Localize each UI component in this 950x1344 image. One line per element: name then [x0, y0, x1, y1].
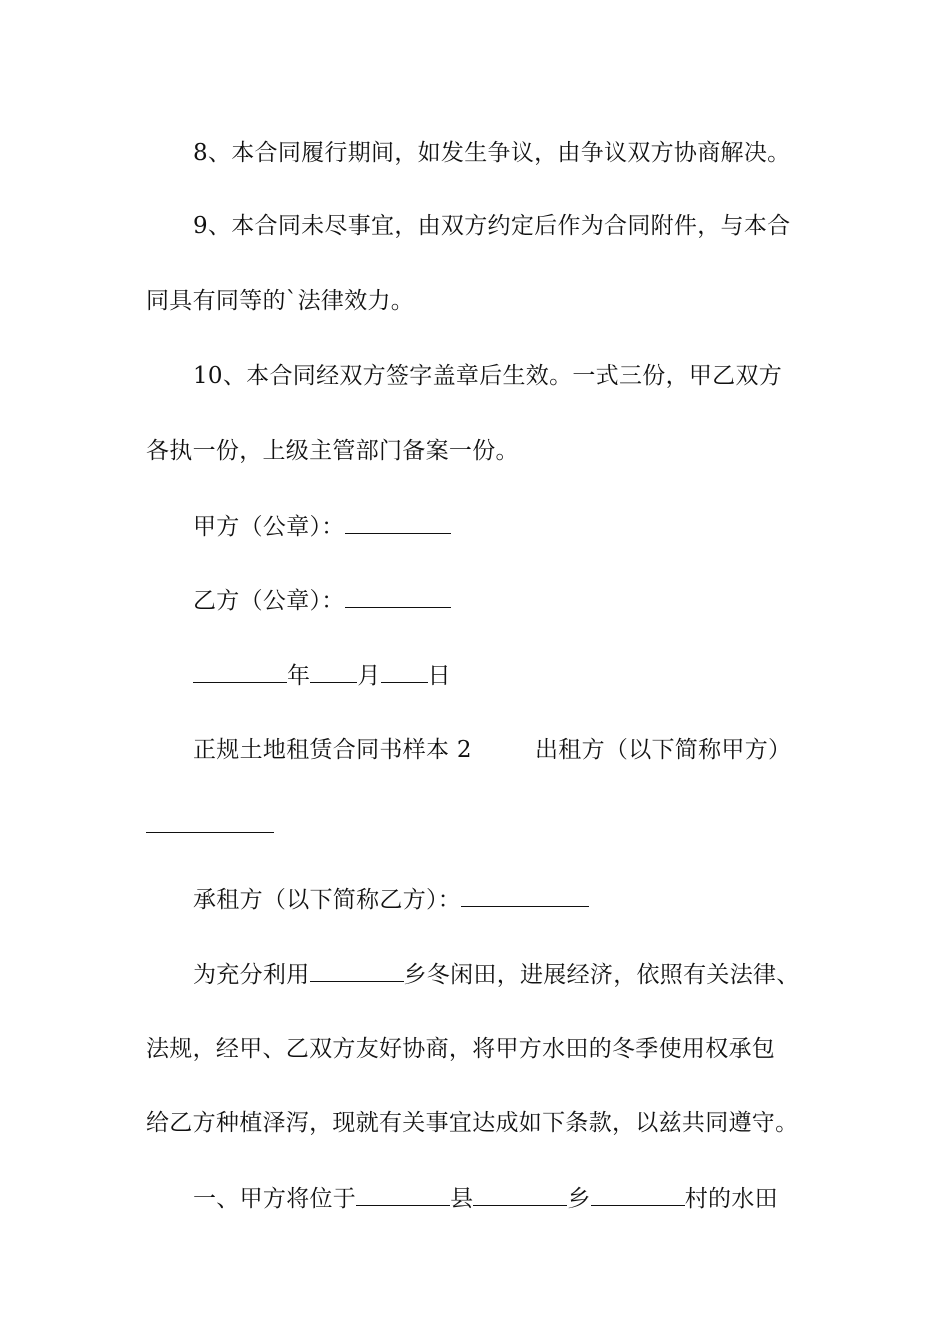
lessor-label: 出租方（以下简称甲方）	[535, 737, 792, 763]
lessor-blank-line	[146, 810, 274, 841]
party-a-seal-blank	[345, 511, 451, 534]
clause-9-line-2	[146, 286, 414, 316]
month-label: 月	[357, 663, 381, 689]
township-blank-2	[473, 1183, 567, 1206]
year-blank	[193, 660, 287, 683]
preamble-text-3: 给乙方种植泽泻，现就有关事宜达成如下条款，以兹共同遵守。	[146, 1110, 799, 1136]
lessee-line	[193, 884, 589, 915]
day-blank	[381, 660, 428, 683]
clause-10-text-1: 10、本合同经双方签字盖章后生效。一式三份，甲乙双方	[193, 363, 783, 389]
preamble-line-2	[146, 1034, 775, 1064]
clause-9-line-1	[193, 211, 790, 241]
preamble-text-2: 法规，经甲、乙双方友好协商，将甲方水田的冬季使用权承包	[146, 1036, 776, 1062]
county-blank	[356, 1183, 450, 1206]
lessee-label: 承租方（以下简称乙方）：	[193, 887, 462, 913]
lessor-blank	[146, 810, 274, 833]
party-a-seal-label: 甲方（公章）：	[193, 514, 345, 540]
sample-heading	[193, 735, 472, 765]
article-1-line	[193, 1183, 778, 1214]
article-1-text-d: 村的水田	[684, 1186, 778, 1212]
clause-10-line-2	[146, 436, 519, 466]
clause-8-text: 8、本合同履行期间，如发生争议，由争议双方协商解决。	[193, 140, 791, 166]
article-1-text-b: 县	[450, 1186, 474, 1212]
preamble-line-1	[193, 959, 800, 990]
lessee-blank	[461, 884, 589, 907]
clause-9-text-1: 9、本合同未尽事宜，由双方约定后作为合同附件，与本合	[193, 213, 791, 239]
clause-8	[193, 138, 790, 168]
article-1-text-c: 乡	[567, 1186, 591, 1212]
year-label: 年	[287, 663, 311, 689]
date-line	[193, 660, 451, 691]
party-b-seal	[193, 585, 451, 616]
village-blank	[591, 1183, 685, 1206]
article-1-text-a: 一、甲方将位于	[193, 1186, 357, 1212]
party-b-seal-blank	[345, 585, 451, 608]
township-blank	[310, 959, 404, 982]
lessor-label-line	[535, 735, 791, 765]
preamble-text-1a: 为充分利用	[193, 962, 310, 988]
month-blank	[310, 660, 357, 683]
party-a-seal	[193, 511, 451, 542]
preamble-line-3	[146, 1108, 798, 1138]
preamble-text-1b: 乡冬闲田，进展经济，依照有关法律、	[403, 962, 800, 988]
clause-9-text-2: 同具有同等的`法律效力。	[146, 288, 415, 314]
day-label: 日	[427, 663, 451, 689]
clause-10-line-1	[193, 361, 782, 391]
party-b-seal-label: 乙方（公章）：	[193, 588, 345, 614]
clause-10-text-2: 各执一份，上级主管部门备案一份。	[146, 438, 519, 464]
sample-title: 正规土地租赁合同书样本 2	[193, 737, 472, 763]
